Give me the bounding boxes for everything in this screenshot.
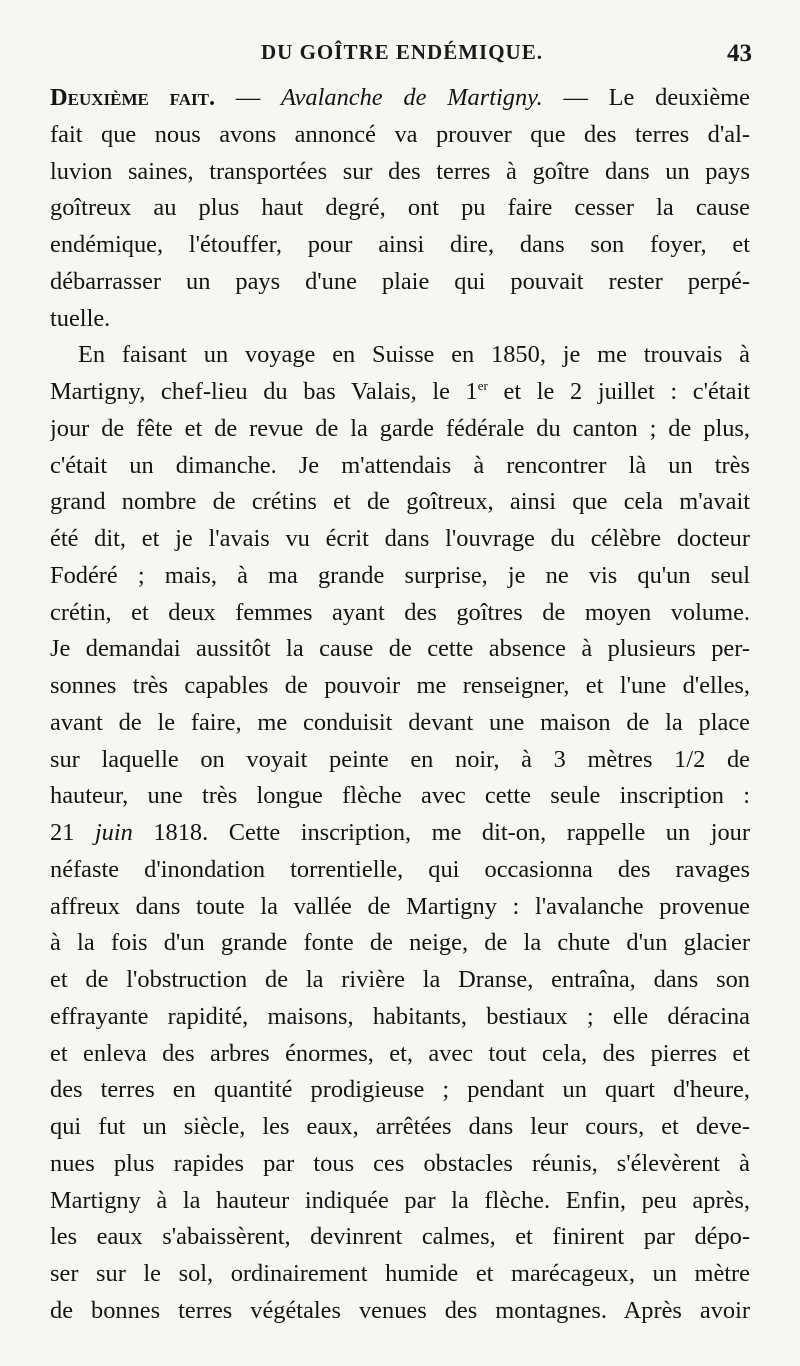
page-number: 43 [727,40,752,67]
text-line: et enleva des arbres énormes, et, avec tout cela, des pierres et [50,1039,750,1067]
line-part: 21 [50,819,95,846]
text-line: effrayante rapidité, maisons, habitants, bestiaux ; elle déracina [50,1002,750,1030]
text-line: c'était un dimanche. Je m'attendais à rencontrer là un très [50,451,750,479]
text-line: Martigny à la hauteur indiquée par la flèche. Enfin, peu après, [50,1186,750,1214]
section-lead-label: Deuxième fait. [50,84,216,111]
text-line: qui fut un siècle, les eaux, arrêtées dans leur cours, et deve- [50,1113,750,1140]
text-line: des terres en quantité prodigieuse ; pendant un quart d'heure, [50,1076,750,1104]
text-line: été dit, et je l'avais vu écrit dans l'ouvrage du célèbre docteur [50,525,750,552]
text-line: Fodéré ; mais, à ma grande surprise, je ne vis qu'un seul [50,561,750,589]
text-line: tuelle. [50,304,111,332]
superscript: er [477,377,488,393]
text-line: fait que nous avons annoncé va prouver que des terres d'al- [50,120,750,148]
text-line: avant de le faire, me conduisit devant une maison de la place [50,708,750,736]
text-line: nues plus rapides par tous ces obstacles réunis, s'élevèrent à [50,1149,750,1177]
text-line: les eaux s'abaissèrent, devinrent calmes, et finirent par dépo- [50,1223,750,1251]
text-line: goîtreux au plus haut degré, ont pu faire cesser la cause [50,194,750,222]
line-part: et le 2 juillet : c'était [487,378,750,405]
paragraph-2-line-1: En faisant un voyage en Suisse en 1850, je me trouvais à [78,341,750,369]
text-line: et de l'obstruction de la rivière la Dranse, entraîna, dans son [50,966,750,993]
running-head [52,40,752,80]
text-line: Je demandai aussitôt la cause de cette absence à plusieurs per- [50,635,750,663]
text-line: débarrasser un pays d'une plaie qui pouvait rester perpé- [50,267,750,295]
text-line: luvion saines, transportées sur des terres à goître dans un pays [50,157,750,185]
paragraph-1-line-1 [50,80,750,117]
paragraph-2-line-2 [50,374,750,411]
lead-rest: — Le deuxième [542,84,750,111]
section-lead-title: Avalanche de Martigny. [281,84,543,111]
text-line: sur laquelle on voyait peinte en noir, à 3 mètres 1/2 de [50,745,750,773]
text-line: à la fois d'un grande fonte de neige, de la chute d'un glacier [50,929,750,957]
text-line: endémique, l'étouffer, pour ainsi dire, dans son foyer, et [50,231,750,258]
text-line: affreux dans toute la vallée de Martigny : l'avalanche provenue [50,892,750,920]
lead-dash: — [215,84,282,111]
line-part: Martigny, chef-lieu du bas Valais, le 1 [50,378,478,405]
running-title: DU GOÎTRE ENDÉMIQUE. [261,40,543,64]
text-line: hauteur, une très longue flèche avec cette seule inscription : [50,782,750,810]
date-line [50,815,750,852]
text-line: grand nombre de crétins et de goîtreux, ainsi que cela m'avait [50,488,750,516]
body-text [50,80,750,1330]
line-part: 1818. Cette inscription, me dit-on, rappelle un jour [132,819,750,846]
text-line: crétin, et deux femmes ayant des goîtres de moyen volume. [50,598,750,626]
text-line: de bonnes terres végétales venues des montagnes. Après avoir [50,1296,750,1324]
text-line: jour de fête et de revue de la garde fédérale du canton ; de plus, [50,414,750,442]
text-line: sonnes très capables de pouvoir me renseigner, et l'une d'elles, [50,672,750,699]
text-line: néfaste d'inondation torrentielle, qui occasionna des ravages [50,855,750,883]
italic-word: juin [94,819,133,846]
text-line: ser sur le sol, ordinairement humide et marécageux, un mètre [50,1260,750,1287]
